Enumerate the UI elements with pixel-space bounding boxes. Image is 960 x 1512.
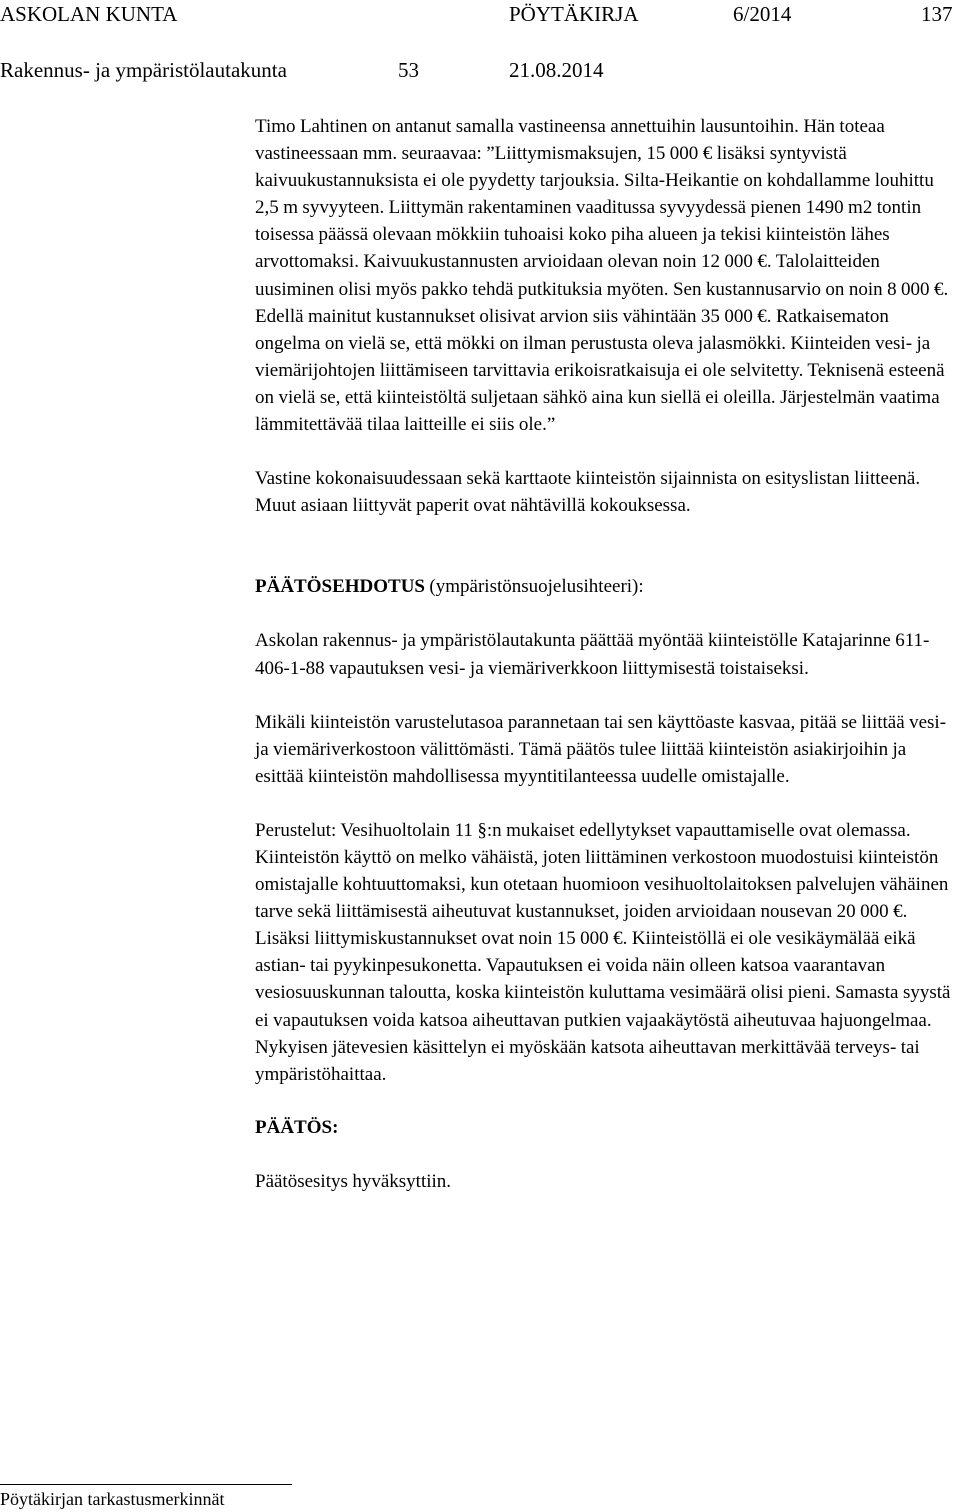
page-number: 137 <box>921 2 953 26</box>
meeting-date: 21.08.2014 <box>509 58 604 82</box>
proposal-heading: PÄÄTÖSEHDOTUS <box>255 576 425 598</box>
proposal-heading-line <box>255 573 958 600</box>
decision-heading: PÄÄTÖS: <box>255 1116 339 1138</box>
section-number: 53 <box>398 58 419 82</box>
attachment-paragraph: Vastine kokonaisuudessaan sekä karttaote kiinteistön sijainnista on esityslistan liitteenä. Muut asiaan liittyvät paperit ovat nähtävillä kokouksessa. <box>255 468 921 517</box>
committee-name: Rakennus- ja ympäristölautakunta <box>0 58 287 82</box>
decision-text: Päätösesitys hyväksyttiin. <box>255 1170 452 1192</box>
justification-paragraph: Perustelut: Vesihuoltolain 11 §:n mukaiset edellytykset vapauttamiselle ovat olemassa. Kiinteistön käyttö on melko vähäistä, joten liittäminen verkostoon muodostuisi kiinteistön omistajalle kohtuuttomaksi, kun otetaan huomioon vesihuoltolaitoksen palvelujen vähäinen tarve sekä liittämisestä aiheutuvat kustannukset, joiden arvioidaan nousevan 20 000 €. Lisäksi liittymiskustannukset ovat noin 15 000 €. Kiinteistöllä ei ole vesikäymälää eikä astian- tai pyykinpesukonetta. Vapautuksen ei voida näin olleen katsoa vaarantavan vesiosuuskunnan taloutta, koska kiinteistön kuluttama vesimäärä olisi pieni. Samasta syystä ei vapautuksen voida katsoa aiheuttavan putkien vajaakäytöstä aiheutuvaa hajuongelmaa. <box>255 819 951 1031</box>
wastewater-paragraph: Nykyisen jätevesien käsittelyn ei myöskään katsota aiheuttavan merkittävää terveys- tai ympäristöhaittaa. <box>255 1036 920 1085</box>
condition-paragraph: Mikäli kiinteistön varustelutasoa parannetaan tai sen käyttöaste kasvaa, pitää se liittää vesi- ja viemäriverkostoon välittömästi. Tämä päätös tulee liittää kiinteistön asiakirjoihin ja esittää kiinteistön mahdollisessa myyntitilanteessa uudelle omistajalle. <box>255 711 947 787</box>
footer-divider <box>0 1484 292 1485</box>
response-paragraph: Timo Lahtinen on antanut samalla vastineensa annettuihin lausuntoihin. Hän toteaa vastineessaan mm. seuraavaa: ”Liittymismaksujen, 15 000 € lisäksi syntyvistä kaivuukustannuksista ei ole pyydetty tarjouksia. Silta-Heikantie on kohdallamme louhittu 2,5 m syvyyteen. Liittymän rakentaminen vaaditussa syvyydessä pienen 1490 m2 tontin toisessa päässä olevaan mökkiin tuhoaisi koko piha alueen ja tekisi kiinteistön lähes arvottomaksi. Kaivuukustannusten arvioidaan olevan noin 12 000 €. Talolaitteiden uusiminen olisi myös pakko tehdä putkituksia myöten. Sen kustannusarvio on noin 8 000 €. Edellä mainitut kustannukset olisivat arvion siis vähintään 35 000 €. Ratkaisematon ongelma on vielä se, että mökki on ilman perustusta oleva jalasmökki. Kiinteiden vesi- ja viemärijohtojen liittämiseen tarvittavia erikoisratkaisuja ei ole selvitetty. Teknisenä esteenä on vielä se, että kiinteistöltä suljetaan sähkö aina kun siellä ei oleilla. Järjestelmän vaatima lämmitettävää tilaa laitteille ei siis ole.” <box>255 116 949 436</box>
proposal-paragraph: Askolan rakennus- ja ympäristölautakunta päättää myöntää kiinteistölle Katajarinne 611-406-1-88 vapautuksen vesi- ja viemäriverkkoon liittymisestä toistaiseksi. <box>255 630 930 679</box>
proposal-author: (ympäristönsuojelusihteeri): <box>424 576 644 598</box>
footer-label: Pöytäkirjan tarkastusmerkinnät <box>0 1489 225 1509</box>
document-type: PÖYTÄKIRJA <box>509 2 639 26</box>
issue-number: 6/2014 <box>733 2 792 26</box>
municipality-name: ASKOLAN KUNTA <box>0 2 178 26</box>
document-body <box>255 113 958 1195</box>
